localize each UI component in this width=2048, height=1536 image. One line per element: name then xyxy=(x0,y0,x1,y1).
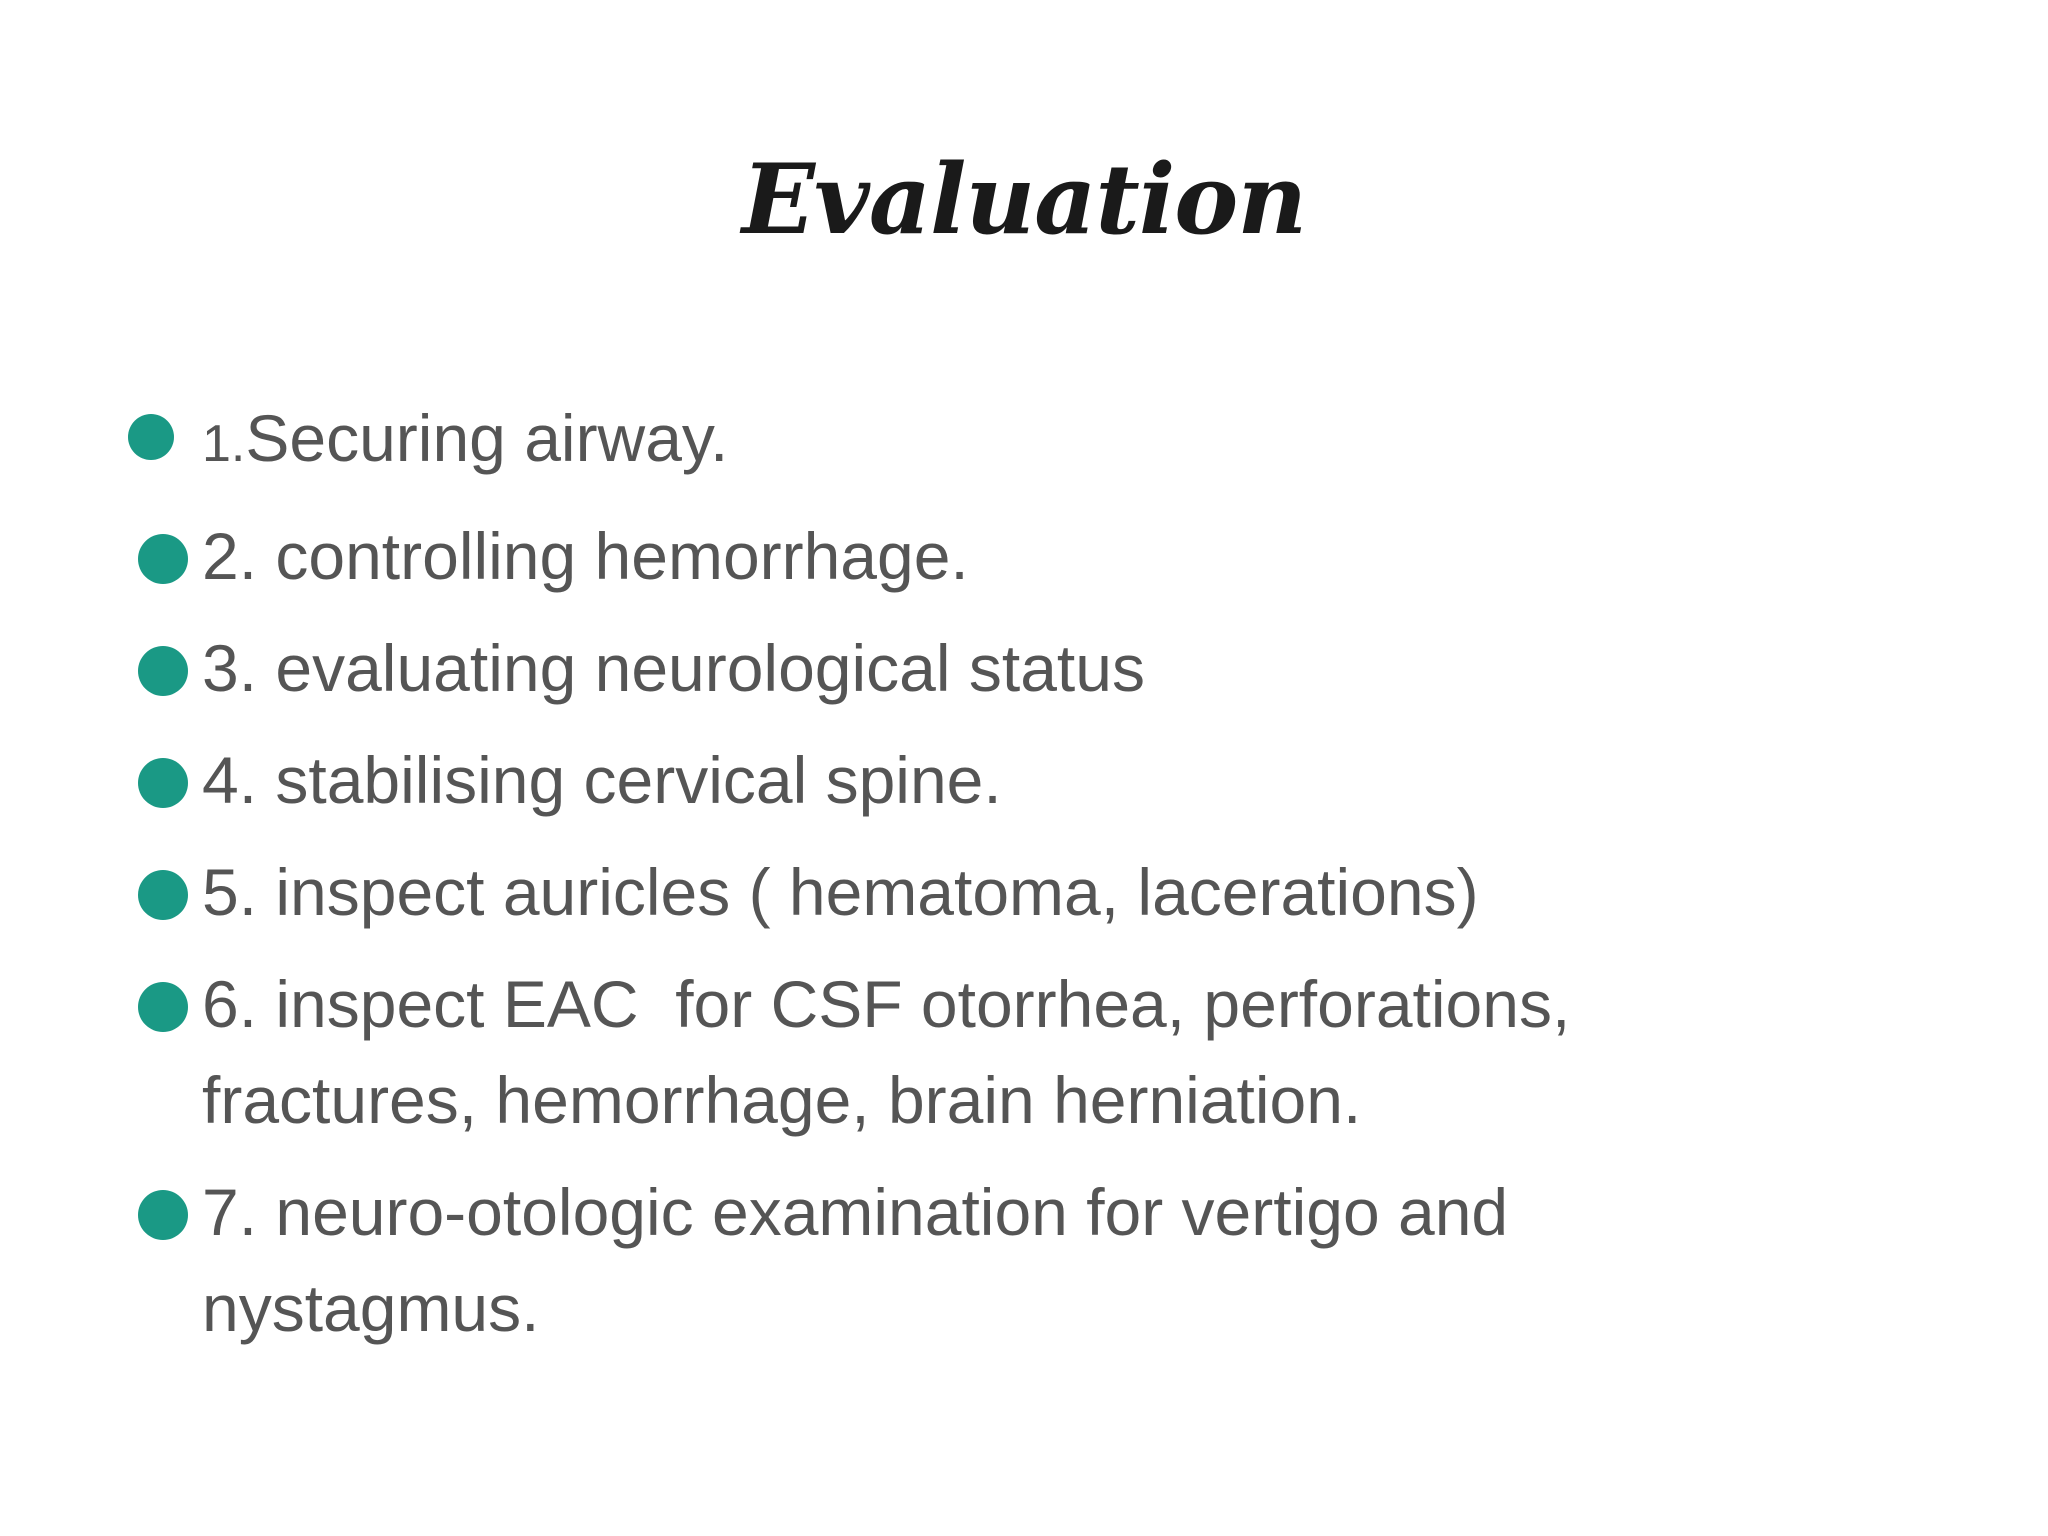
bullet-number: 1. xyxy=(202,415,246,473)
bullet-text: Securing airway. xyxy=(245,401,729,475)
bullet-item-1 xyxy=(130,390,1730,492)
bullet-text: 7. neuro-otologic examination for vertigo and nystagmus. xyxy=(202,1175,1509,1345)
slide-title: Evaluation xyxy=(741,143,1307,256)
bullet-dot-icon xyxy=(138,870,188,920)
bullet-item-7 xyxy=(130,1164,1730,1356)
bullet-dot-icon xyxy=(138,758,188,808)
bullet-item-4 xyxy=(130,732,1730,828)
bullet-text: 6. inspect EAC for CSF otorrhea, perforations, fractures, hemorrhage, brain herniation. xyxy=(202,967,1589,1137)
bullet-item-3 xyxy=(130,620,1730,716)
bullet-text: 5. inspect auricles ( hematoma, lacerations) xyxy=(202,855,1479,929)
bullet-text: 2. controlling hemorrhage. xyxy=(202,519,969,593)
bullet-dot-icon xyxy=(138,646,188,696)
bullet-list xyxy=(130,390,1730,1372)
bullet-text: 3. evaluating neurological status xyxy=(202,631,1145,705)
bullet-item-6 xyxy=(130,956,1730,1148)
bullet-item-2 xyxy=(130,508,1730,604)
bullet-item-5 xyxy=(130,844,1730,940)
bullet-dot-icon xyxy=(128,414,174,460)
bullet-dot-icon xyxy=(138,982,188,1032)
bullet-dot-icon xyxy=(138,534,188,584)
bullet-dot-icon xyxy=(138,1190,188,1240)
bullet-text: 4. stabilising cervical spine. xyxy=(202,743,1002,817)
